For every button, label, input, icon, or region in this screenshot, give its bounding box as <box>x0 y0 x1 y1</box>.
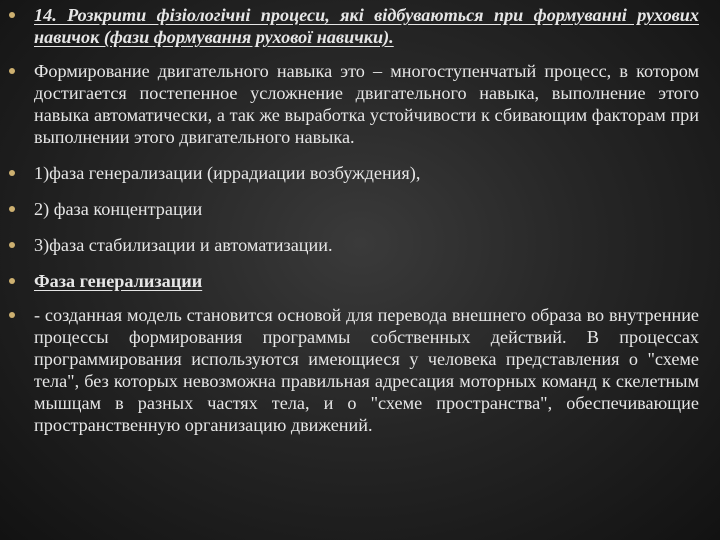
bullet-item-definition <box>9 60 699 148</box>
bullet-dot-icon <box>9 170 15 176</box>
bullet-dot-icon <box>9 278 15 284</box>
bullet-list <box>9 4 699 436</box>
question-title: 14. Розкрити фізіологічні процеси, які відбуваються при формуванні рухових навичок (фази формування рухової навички). <box>34 5 699 47</box>
bullet-dot-icon <box>9 312 15 318</box>
bullet-dot-icon <box>9 206 15 212</box>
bullet-dot-icon <box>9 12 15 18</box>
section-heading: Фаза генерализации <box>34 271 203 291</box>
bullet-item-section-heading <box>9 270 699 292</box>
phase-1-text: 1)фаза генерализации (иррадиации возбуждения), <box>34 163 421 183</box>
bullet-item-phase-1 <box>9 162 699 184</box>
bullet-item-question <box>9 4 699 48</box>
bullet-item-description <box>9 304 699 436</box>
definition-text: Формирование двигательного навыка это – многоступенчатый процесс, в котором достигается постепенное усложнение двигательного навыка, выполнение этого навыка автоматически, а так же выработка устойчивости к сбивающим факторам при выполнении этого двигательного навыка. <box>34 61 699 147</box>
phase-2-text: 2) фаза концентрации <box>34 199 203 219</box>
phase-3-text: 3)фаза стабилизации и автоматизации. <box>34 235 333 255</box>
bullet-dot-icon <box>9 242 15 248</box>
bullet-item-phase-3 <box>9 234 699 256</box>
bullet-dot-icon <box>9 68 15 74</box>
bullet-item-phase-2 <box>9 198 699 220</box>
description-text: - созданная модель становится основой для перевода внешнего образа во внутренние процессы формирования программы собственных действий. В процессах программирования используются имеющиеся у человека представления о "схеме тела", без которых невозможна правильная адресация моторных команд к скелетным мышцам в разных частях тела, и о "схеме пространства", обеспечивающие пространственную организацию движений. <box>34 305 699 435</box>
